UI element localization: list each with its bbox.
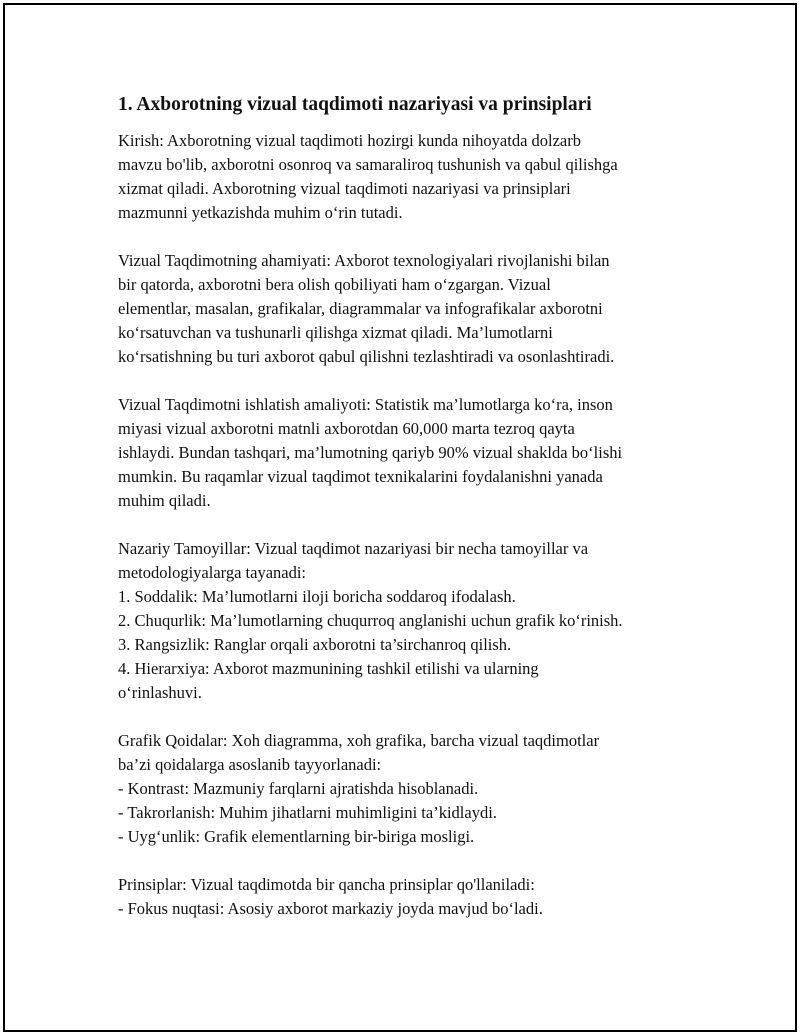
list-item: - Takrorlanish: Muhim jihatlarni muhimligini ta’kidlaydi. [118, 803, 497, 822]
text-line: metodologiyalarga tayanadi: [118, 563, 307, 582]
text-line: ko‘rsatuvchan va tushunarli qilishga xizmat qiladi. Ma’lumotlarni [118, 323, 553, 342]
paragraph-introduction [118, 129, 698, 225]
list-item: 3. Rangsizlik: Ranglar orqali axborotni ta’sirchanroq qilish. [118, 635, 512, 654]
text-line: elementlar, masalan, grafikalar, diagrammalar va infografikalar axborotni [118, 299, 603, 318]
paragraph-importance [118, 249, 698, 369]
list-item: 4. Hierarxiya: Axborot mazmunining tashkil etilishi va ularning [118, 659, 539, 678]
text-line: mavzu bo'lib, axborotni osonroq va samaraliroq tushunish va qabul qilishga [118, 155, 618, 174]
text-line: o‘rinlashuvi. [118, 683, 202, 702]
list-item: - Fokus nuqtasi: Asosiy axborot markaziy joyda mavjud bo‘ladi. [118, 899, 543, 918]
text-line: Nazariy Tamoyillar: Vizual taqdimot nazariyasi bir necha tamoyillar va [118, 539, 589, 558]
paragraph-practice [118, 393, 698, 513]
list-item: 2. Chuqurlik: Ma’lumotlarning chuqurroq anglanishi uchun grafik ko‘rinish. [118, 611, 623, 630]
list-item: - Uyg‘unlik: Grafik elementlarning bir-biriga mosligi. [118, 827, 475, 846]
text-line: Vizual Taqdimotni ishlatish amaliyoti: Statistik ma’lumotlarga ko‘ra, inson [118, 395, 613, 414]
text-line: mumkin. Bu raqamlar vizual taqdimot texnikalarini foydalanishni yanada [118, 467, 603, 486]
list-item: 1. Soddalik: Ma’lumotlarni iloji boricha soddaroq ifodalash. [118, 587, 516, 606]
paragraph-principles [118, 873, 698, 921]
text-line: ishlaydi. Bundan tashqari, ma’lumotning qariyb 90% vizual shaklda bo‘lishi [118, 443, 623, 462]
text-line: Vizual Taqdimotning ahamiyati: Axborot texnologiyalari rivojlanishi bilan [118, 251, 610, 270]
text-line: miyasi vizual axborotni matnli axborotdan 60,000 marta tezroq qayta [118, 419, 575, 438]
text-line: Grafik Qoidalar: Xoh diagramma, xoh grafika, barcha vizual taqdimotlar [118, 731, 600, 750]
text-line: bir qatorda, axborotni bera olish qobiliyati ham o‘zgargan. Vizual [118, 275, 551, 294]
paragraph-theoretical-principles [118, 537, 698, 705]
text-line: Kirish: Axborotning vizual taqdimoti hozirgi kunda nihoyatda dolzarb [118, 131, 581, 150]
list-item: - Kontrast: Mazmuniy farqlarni ajratishda hisoblanadi. [118, 779, 479, 798]
document-body [118, 92, 698, 945]
text-line: ko‘rsatishning bu turi axborot qabul qilishni tezlashtiradi va osonlashtiradi. [118, 347, 615, 366]
text-line: mazmunni yetkazishda muhim o‘rin tutadi. [118, 203, 403, 222]
text-line: Prinsiplar: Vizual taqdimotda bir qancha prinsiplar qo'llaniladi: [118, 875, 535, 894]
paragraph-graphic-rules [118, 729, 698, 849]
text-line: muhim qiladi. [118, 491, 211, 510]
document-title: 1. Axborotning vizual taqdimoti nazariyasi va prinsiplari [118, 94, 592, 115]
text-line: xizmat qiladi. Axborotning vizual taqdimoti nazariyasi va prinsiplari [118, 179, 571, 198]
text-line: ba’zi qoidalarga asoslanib tayyorlanadi: [118, 755, 382, 774]
